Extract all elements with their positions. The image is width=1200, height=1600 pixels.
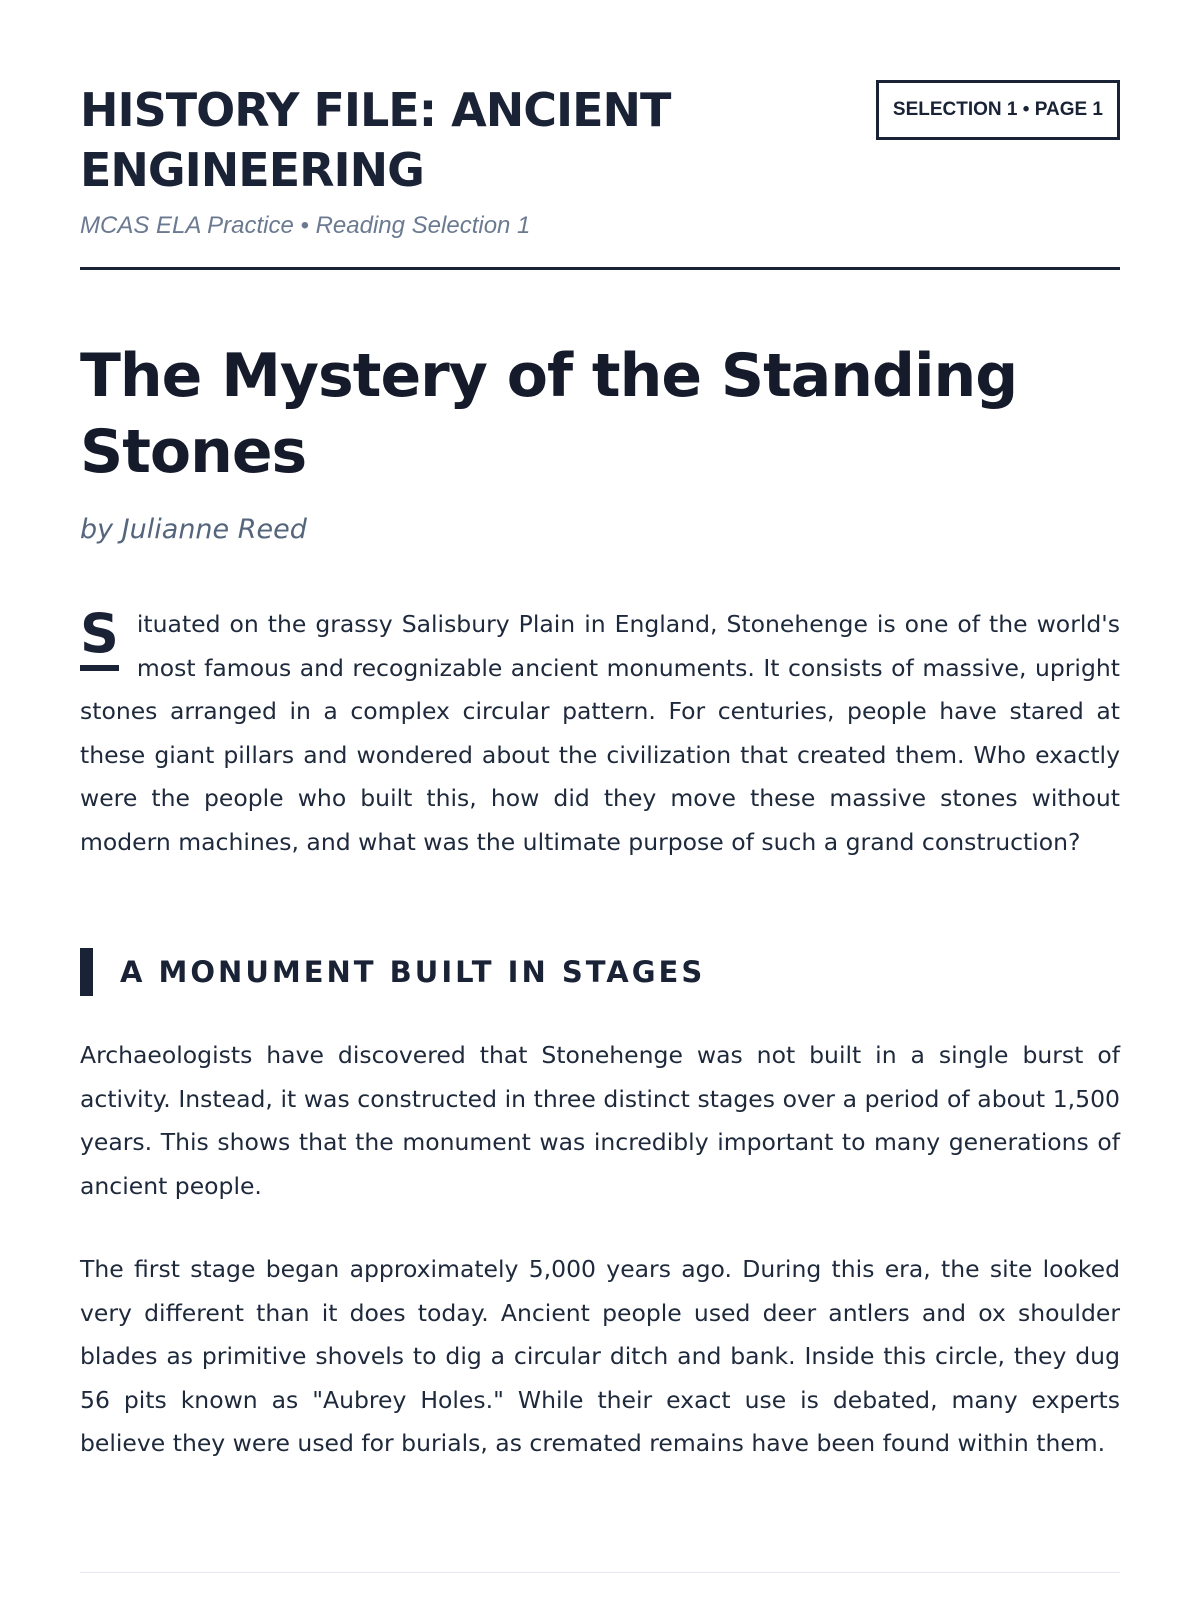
page-badge: SELECTION 1 • PAGE 1 [876, 80, 1120, 140]
page-bottom-divider [80, 1572, 1120, 1573]
document-subtitle: MCAS ELA Practice • Reading Selection 1 [80, 212, 531, 239]
body-paragraph-first-stage: The first stage began approximately 5,000 years ago. During this era, the site looked very different than it does today. Ancient people used deer antlers and ox shoulder blades as primitive shovels to dig a circular ditch and bank. Inside this circle, they dug 56 pits known as "Aubrey Holes." While their exact use is debated, many experts believe they were used for burials, as cremated remains have been found within them. [80, 1255, 1120, 1457]
intro-paragraph [80, 603, 1120, 864]
drop-cap: S [80, 605, 119, 671]
section-heading-text: A MONUMENT BUILT IN STAGES [120, 955, 706, 989]
document-title: HISTORY FILE: ANCIENT ENGINEERING [80, 83, 671, 197]
article-byline: by Julianne Reed [80, 514, 307, 545]
intro-text: ituated on the grassy Salisbury Plain in England, Stonehenge is one of the world's most famous and recognizable ancient monuments. It consists of massive, upright stones arranged in a complex circular pattern. For centuries, people have stared at these giant pillars and wondered about the civilization that created them. Who exactly were the people who built this, how did they move these massive stones without modern machines, and what was the ultimate purpose of such a grand construction? [80, 610, 1120, 856]
document-header [80, 80, 1120, 270]
section-heading [80, 948, 1120, 996]
body-paragraph-stages: Archaeologists have discovered that Stonehenge was not built in a single burst of activity. Instead, it was constructed in three distinct stages over a period of about 1,500 years. This shows that the monument was incredibly important to many generations of ancient people. [80, 1041, 1120, 1200]
section-accent-bar [80, 948, 93, 996]
article-title: The Mystery of the Standing Stones [80, 341, 1018, 487]
